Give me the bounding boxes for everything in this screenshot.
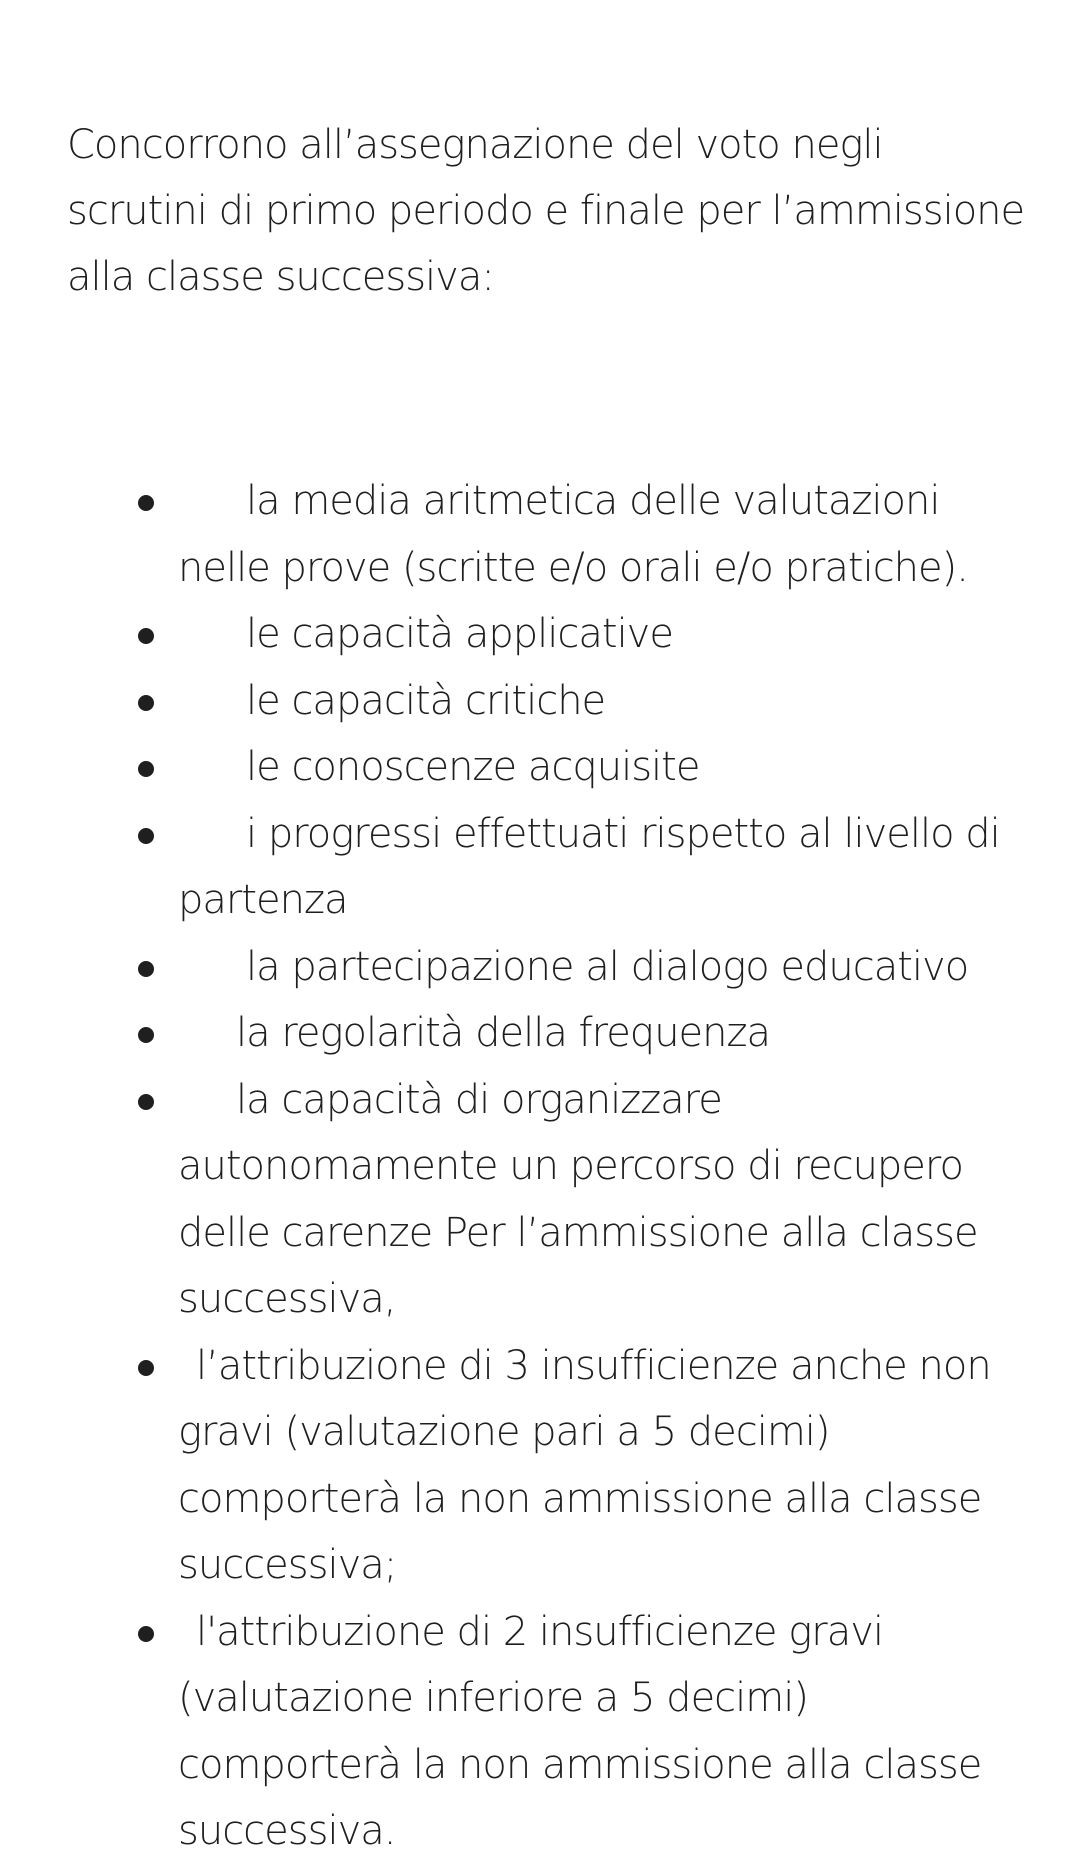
list-item (0, 1333, 1080, 1599)
bullet-icon (138, 828, 154, 844)
list-item-text: le capacità applicative (246, 611, 673, 657)
list-item-text: l'attribuzione di 2 insufficienze gravi (valutazione inferiore a 5 decimi) comporterà la non ammissione alla classe successiva. (178, 1608, 982, 1854)
list-item (0, 734, 1080, 801)
bullet-icon (138, 1094, 154, 1110)
bullet-icon (138, 961, 154, 977)
intro-paragraph: Concorrono all’assegnazione del voto negli scrutini di primo periodo e finale per l’ammissione alla classe successiva: (67, 122, 1025, 300)
list-item (0, 668, 1080, 735)
list-item-text: la media aritmetica delle valutazioni nelle prove (scritte e/o orali e/o pratiche). (178, 478, 968, 591)
list-item-text: la capacità di organizzare autonomamente un percorso di recupero delle carenze Per l’ammissione alla classe successiva, (178, 1076, 978, 1322)
list-item (0, 1000, 1080, 1067)
list-item (0, 1067, 1080, 1333)
bullet-icon (138, 1360, 154, 1376)
list-item-text: la partecipazione al dialogo educativo (246, 943, 969, 990)
list-item-text: le capacità critiche (246, 677, 606, 724)
bullet-icon (138, 628, 154, 644)
bullet-icon (138, 495, 154, 511)
list-item-text: l’attribuzione di 3 insufficienze anche non gravi (valutazione pari a 5 decimi) comporterà la non ammissione alla classe successiva; (178, 1342, 991, 1588)
list-item (0, 468, 1080, 601)
bullet-icon (138, 695, 154, 711)
list-item-text: i progressi effettuati rispetto al livello di partenza (178, 810, 1000, 923)
bullet-icon (138, 761, 154, 777)
bullet-icon (138, 1027, 154, 1043)
list-item (0, 601, 1080, 668)
list-item (0, 801, 1080, 934)
criteria-list (0, 468, 1080, 1865)
bullet-icon (138, 1626, 154, 1642)
list-item-text: le conoscenze acquisite (246, 744, 700, 790)
list-item (0, 934, 1080, 1001)
list-item-text: la regolarità della frequenza (236, 1010, 771, 1056)
list-item (0, 1599, 1080, 1865)
